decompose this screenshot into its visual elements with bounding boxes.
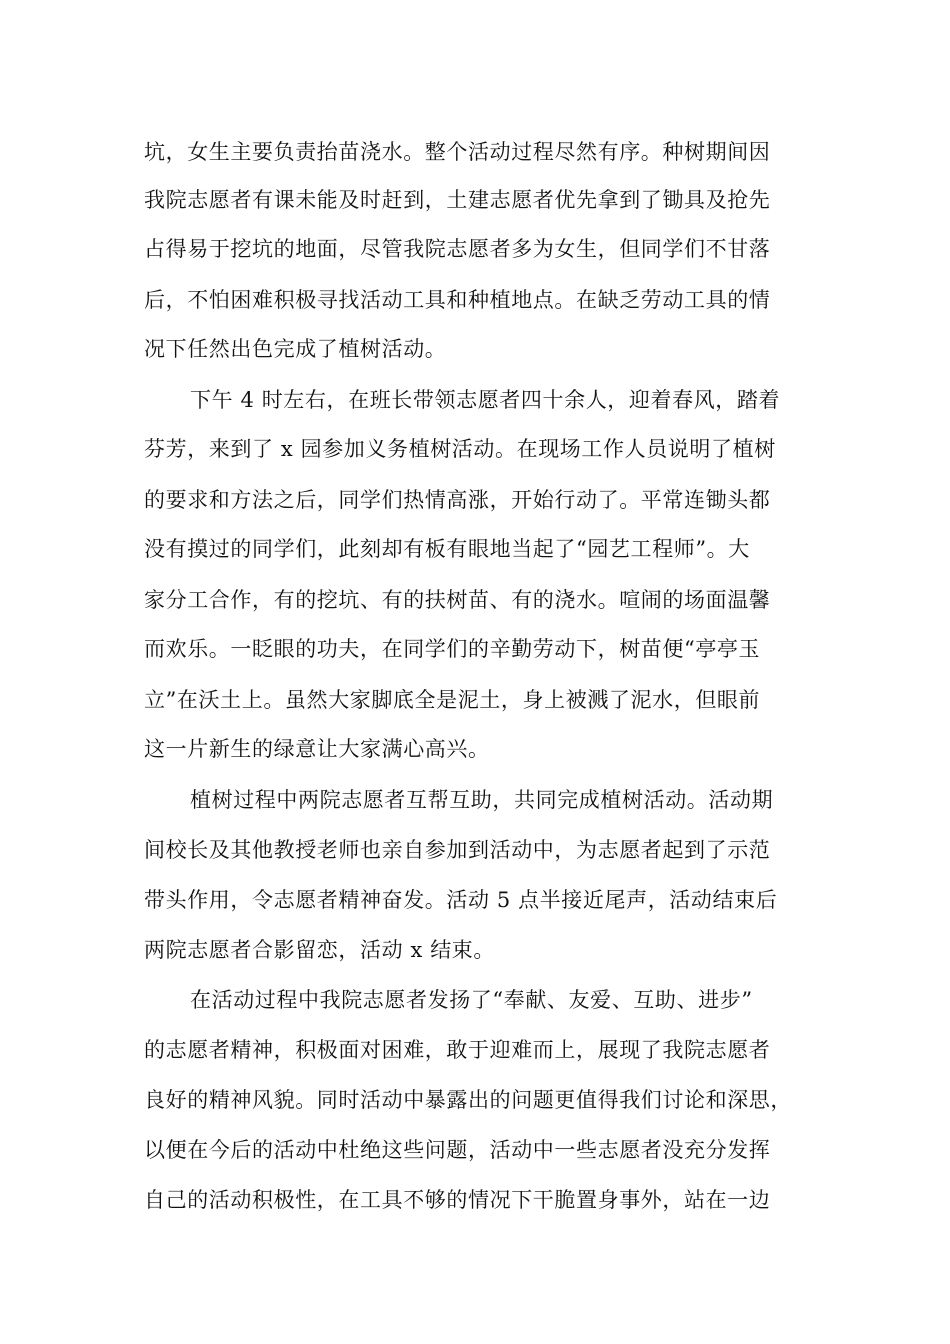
text-line: 两院志愿者合影留恋，活动 x 结束。 [144, 938, 495, 962]
text-line: 我院志愿者有课未能及时赶到，土建志愿者优先拿到了锄具及抢先 [144, 188, 771, 212]
text-line: 的要求和方法之后，同学们热情高涨，开始行动了。平常连锄头都 [144, 488, 771, 512]
paragraph-first-line: 植树过程中两院志愿者互帮互助，共同完成植树活动。活动期 [190, 788, 774, 812]
text-line: 以便在今后的活动中杜绝这些问题，活动中一些志愿者没充分发挥 [144, 1138, 771, 1162]
paragraph-first-line: 在活动过程中我院志愿者发扬了“奉献、友爱、互助、进步” [190, 988, 753, 1012]
text-line: 而欢乐。一眨眼的功夫，在同学们的辛勤劳动下，树苗便“亭亭玉 [144, 637, 761, 661]
text-line: 占得易于挖坑的地面，尽管我院志愿者多为女生，但同学们不甘落 [144, 237, 771, 261]
text-line: 芬芳，来到了 x 园参加义务植树活动。在现场工作人员说明了植树 [144, 437, 776, 461]
text-line: 没有摸过的同学们，此刻却有板有眼地当起了“园艺工程师”。大 [144, 537, 750, 561]
text-line: 自己的活动积极性，在工具不够的情况下干脆置身事外，站在一边 [144, 1188, 771, 1212]
text-line: 立”在沃土上。虽然大家脚底全是泥土，身上被溅了泥水，但眼前 [144, 688, 761, 712]
text-line: 带头作用，令志愿者精神奋发。活动 5 点半接近尾声，活动结束后 [144, 888, 778, 912]
paragraph-first-line: 下午 4 时左右，在班长带领志愿者四十余人，迎着春风，踏着 [190, 388, 781, 412]
text-line: 后，不怕困难积极寻找活动工具和种植地点。在缺乏劳动工具的情 [144, 288, 771, 312]
text-line: 良好的精神风貌。同时活动中暴露出的问题更值得我们讨论和深思， [144, 1088, 792, 1112]
text-line: 坑，女生主要负责抬苗浇水。整个活动过程尽然有序。种树期间因 [144, 140, 771, 164]
text-line: 家分工合作，有的挖坑、有的扶树苗、有的浇水。喧闹的场面温馨 [144, 588, 771, 612]
text-line: 这一片新生的绿意让大家满心高兴。 [144, 737, 490, 761]
text-line: 间校长及其他教授老师也亲自参加到活动中，为志愿者起到了示范 [144, 838, 771, 862]
text-line: 况下任然出色完成了植树活动。 [144, 337, 447, 361]
text-line: 的志愿者精神，积极面对困难，敢于迎难而上，展现了我院志愿者 [144, 1038, 771, 1062]
